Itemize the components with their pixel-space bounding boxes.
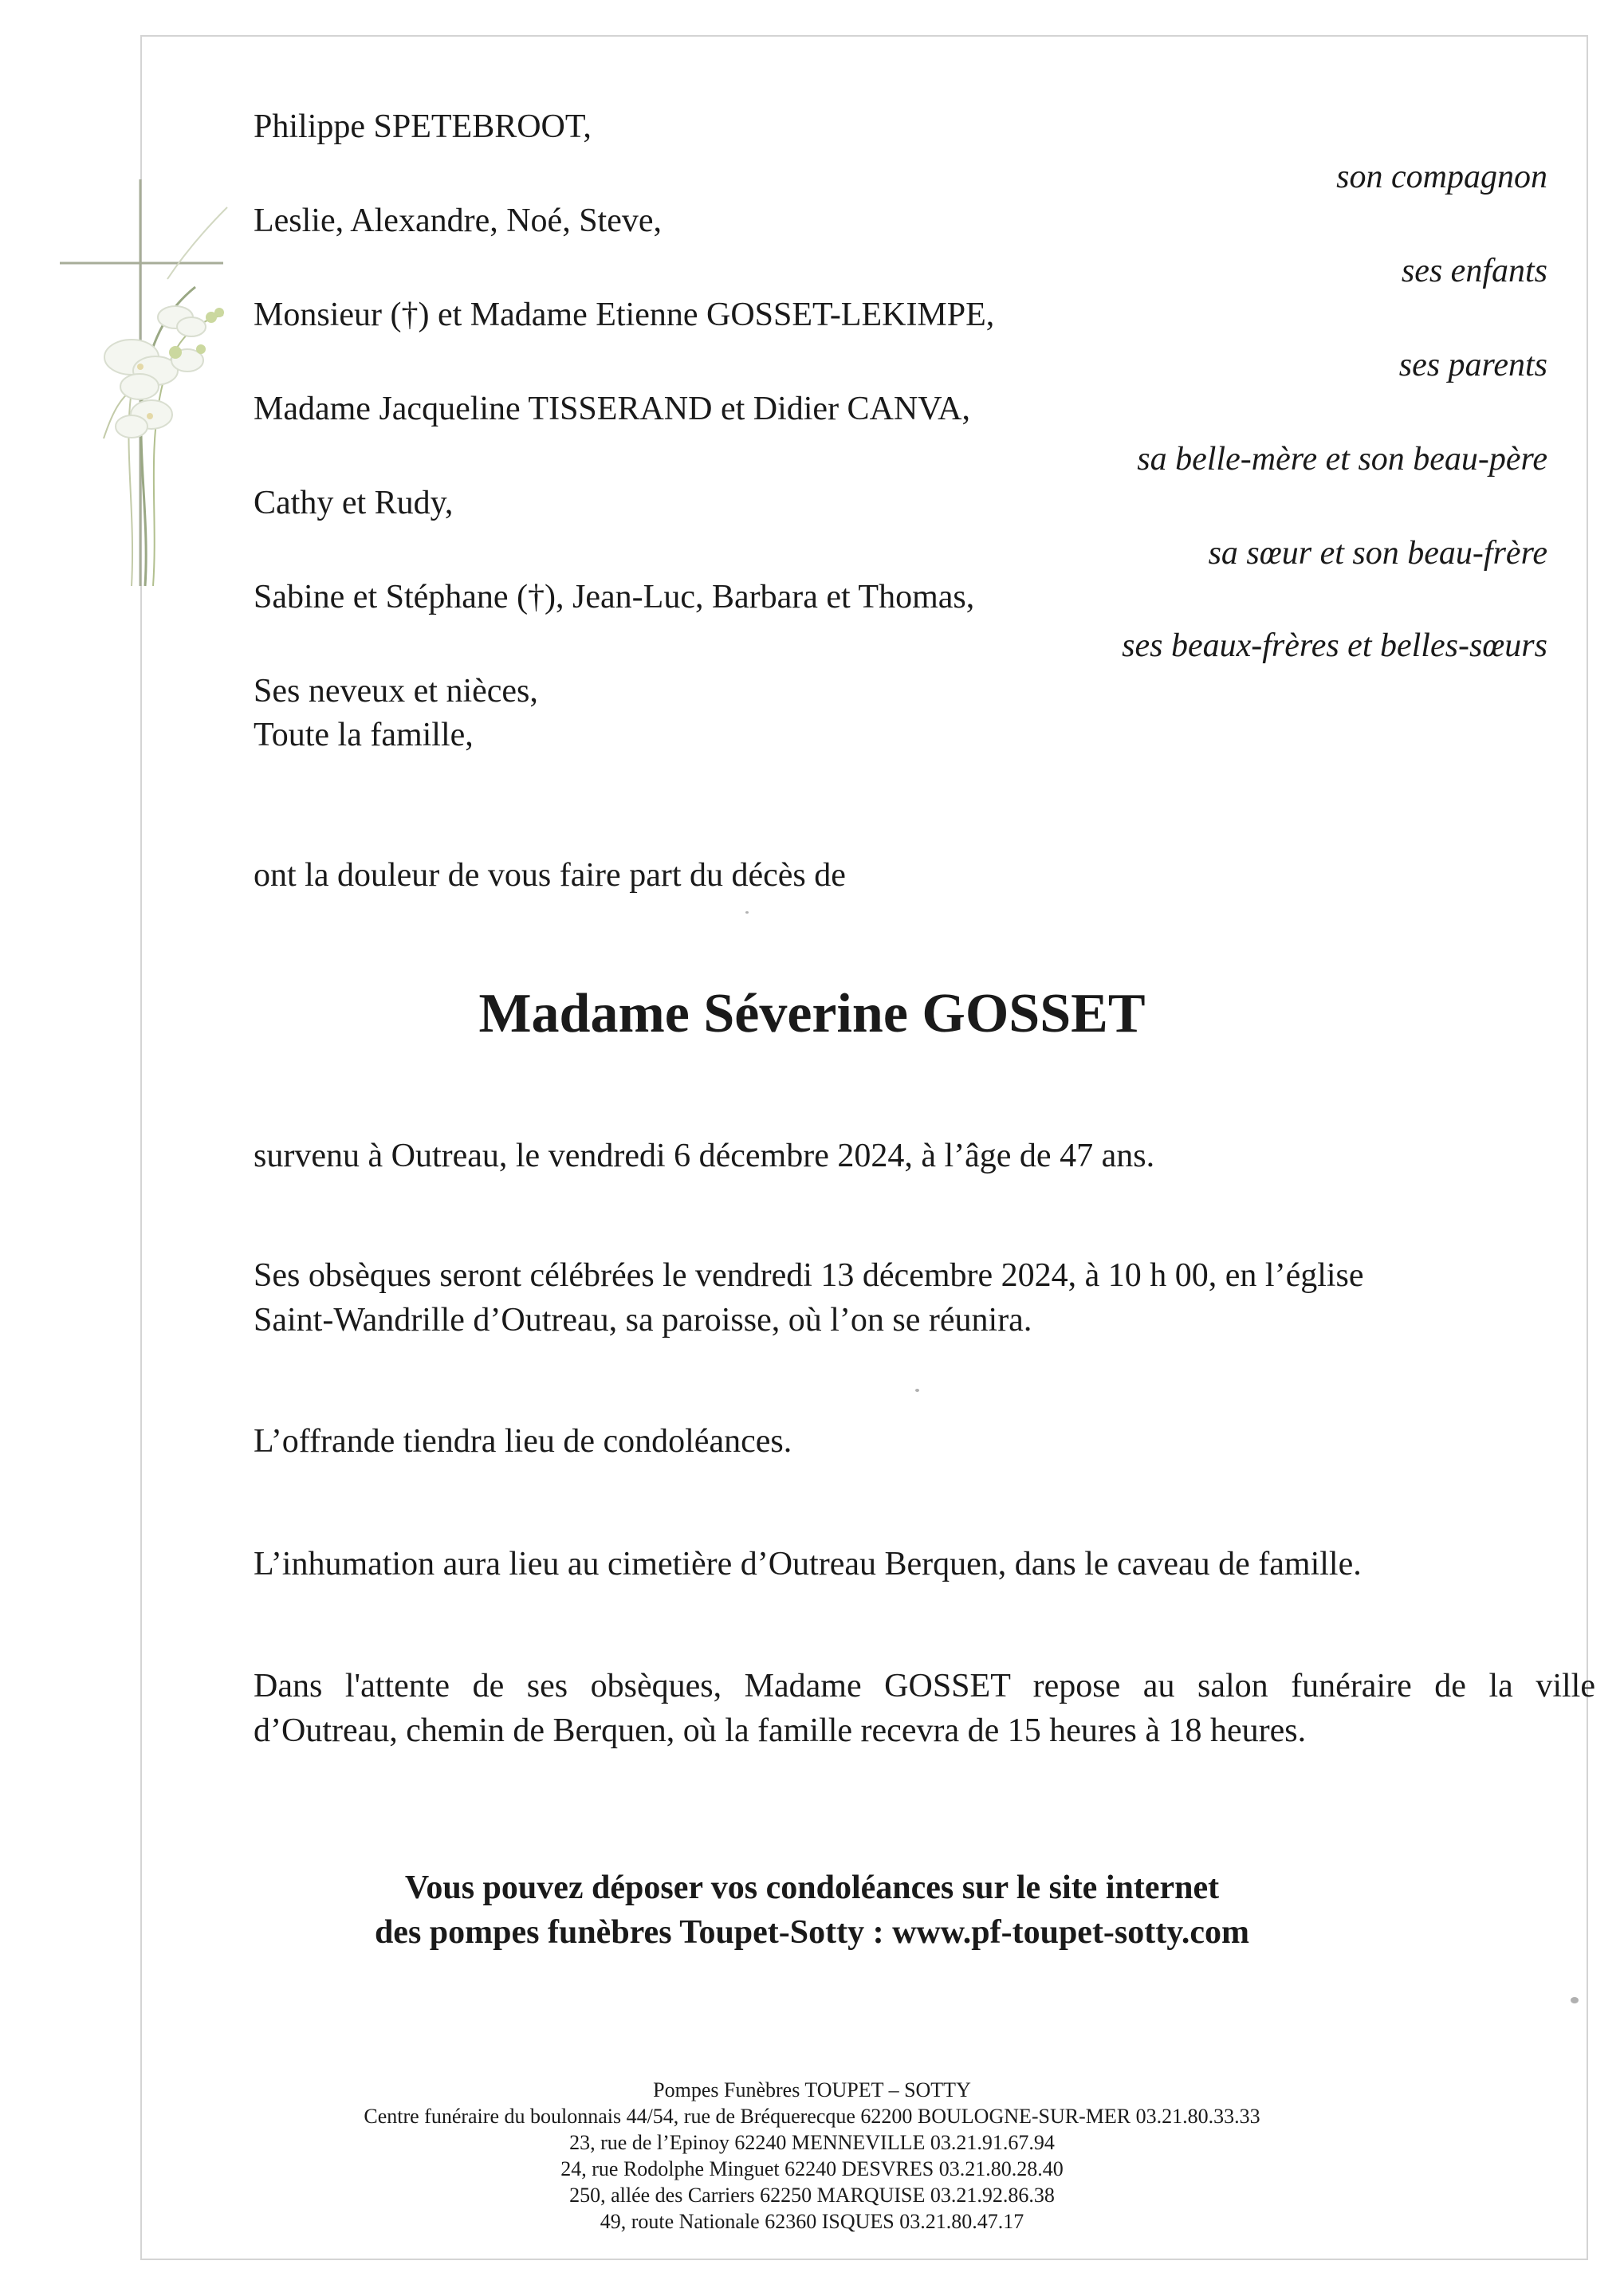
wake-info	[254, 1664, 1595, 1753]
scan-speck	[915, 1389, 919, 1392]
footer-address-line: 24, rue Rodolphe Minguet 62240 DESVRES 03.21.80.28.40	[560, 2157, 1064, 2180]
footer-address-line: 49, route Nationale 62360 ISQUES 03.21.80.47.17	[600, 2210, 1024, 2233]
relation-siblings-in-law: ses beaux-frères et belles-sœurs	[1122, 627, 1547, 664]
relation-sister: sa sœur et son beau-frère	[1208, 535, 1547, 572]
relation-in-laws: sa belle-mère et son beau-père	[1137, 441, 1547, 478]
family-name-whole-family: Toute la famille,	[254, 717, 474, 753]
scan-speck	[745, 911, 749, 914]
footer-address-line: 250, allée des Carriers 62250 MARQUISE 03.21.92.86.38	[569, 2184, 1055, 2207]
burial-text: L’inhumation aura lieu au cimetière d’Outreau Berquen, dans le caveau de famille.	[254, 1546, 1362, 1582]
condolences-notice	[0, 1866, 1624, 1955]
deceased-name: Madame Séverine GOSSET	[478, 983, 1146, 1044]
death-info: survenu à Outreau, le vendredi 6 décembre 2024, à l’âge de 47 ans.	[254, 1138, 1155, 1174]
funeral-info	[254, 1253, 1593, 1343]
wake-line-2: d’Outreau, chemin de Berquen, où la famille recevra de 15 heures à 18 heures.	[254, 1712, 1307, 1749]
cross-with-orchids-icon	[56, 175, 239, 590]
condolences-line-2: des pompes funèbres Toupet-Sotty : www.pf-toupet-sotty.com	[374, 1914, 1250, 1951]
offering-text: L’offrande tiendra lieu de condoléances.	[254, 1423, 792, 1460]
funeral-line-2: Saint-Wandrille d’Outreau, sa paroisse, où l’on se réunira.	[254, 1302, 1032, 1339]
family-name-nephews: Ses neveux et nièces,	[254, 673, 538, 710]
family-name-partner: Philippe SPETEBROOT,	[254, 108, 592, 145]
relation-children: ses enfants	[1401, 253, 1547, 289]
scan-speck	[1571, 1997, 1579, 2003]
footer-address-block	[0, 2077, 1624, 2235]
announcement-text: ont la douleur de vous faire part du décès de	[254, 857, 846, 894]
wake-line-1: Dans l'attente de ses obsèques, Madame GOSSET repose au salon funéraire de la ville	[254, 1668, 1595, 1704]
family-name-children: Leslie, Alexandre, Noé, Steve,	[254, 202, 662, 239]
relation-parents: ses parents	[1398, 347, 1547, 383]
relation-partner: son compagnon	[1336, 159, 1547, 195]
footer-company: Pompes Funèbres TOUPET – SOTTY	[653, 2078, 971, 2101]
funeral-line-1: Ses obsèques seront célébrées le vendredi 13 décembre 2024, à 10 h 00, en l’église	[254, 1257, 1364, 1294]
family-name-parents: Monsieur (†) et Madame Etienne GOSSET-LEKIMPE,	[254, 297, 995, 333]
footer-address-line: 23, rue de l’Epinoy 62240 MENNEVILLE 03.21.91.67.94	[569, 2131, 1055, 2154]
family-name-siblings-in-law: Sabine et Stéphane (†), Jean-Luc, Barbara et Thomas,	[254, 579, 975, 615]
family-name-in-laws: Madame Jacqueline TISSERAND et Didier CANVA,	[254, 391, 970, 427]
footer-address-line: Centre funéraire du boulonnais 44/54, rue de Bréquerecque 62200 BOULOGNE-SUR-MER 03.21.80.33.33	[364, 2105, 1260, 2128]
family-name-sister: Cathy et Rudy,	[254, 485, 454, 521]
condolences-line-1: Vous pouvez déposer vos condoléances sur le site internet	[404, 1869, 1220, 1906]
